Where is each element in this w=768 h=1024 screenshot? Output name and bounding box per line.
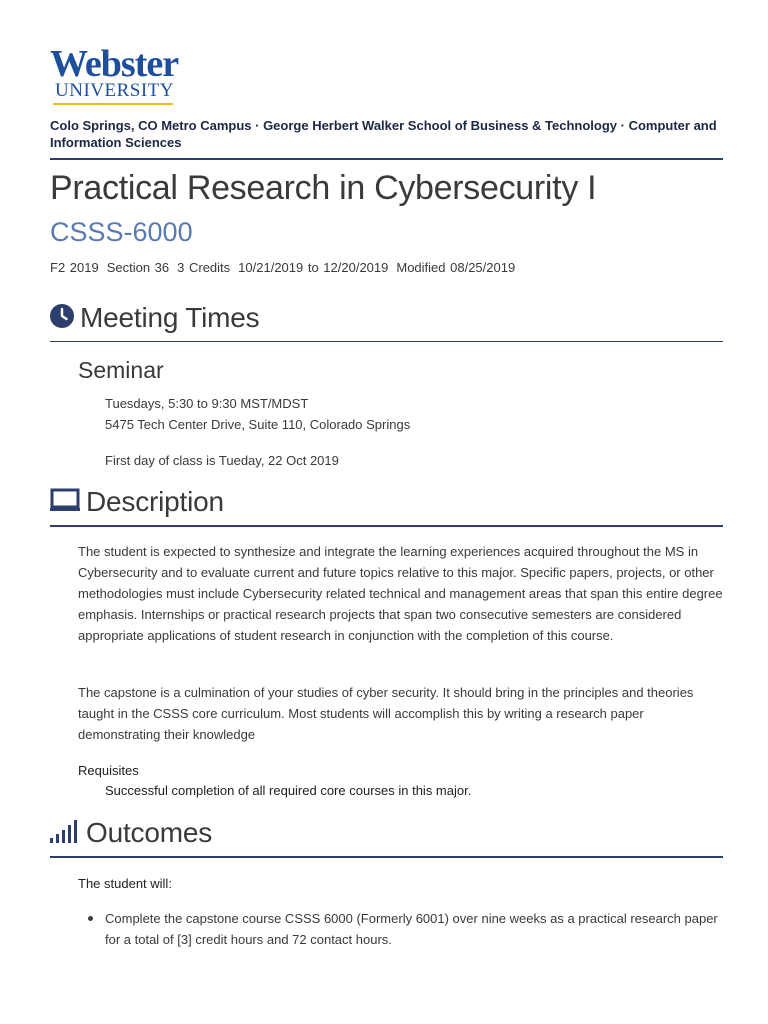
- meeting-times-heading: [50, 298, 259, 338]
- meeting-schedule: Tuesdays, 5:30 to 9:30 MST/MDST: [105, 396, 309, 411]
- outcomes-label: Outcomes: [86, 817, 212, 848]
- first-day-note: First day of class is Tueday, 22 Oct 2019: [105, 453, 339, 468]
- logo-word-bottom: UNIVERSITY: [55, 80, 174, 101]
- clock-icon: [50, 304, 74, 333]
- bar-chart-icon: [50, 819, 80, 848]
- outcomes-divider: [50, 856, 723, 858]
- meeting-type: Seminar: [78, 357, 164, 383]
- meeting-divider: [50, 341, 723, 342]
- bullet-dot: [88, 916, 93, 921]
- logo-word-top: Webster: [50, 43, 179, 85]
- course-code: CSSS-6000: [50, 217, 193, 247]
- section: Section 36: [106, 260, 170, 275]
- requisites-label: Requisites: [78, 763, 139, 778]
- description-label: Description: [86, 486, 224, 517]
- outcome-item-text: Complete the capstone course CSSS 6000 (Formerly 6001) over nine weeks as a practical research paper for a total of [3] credit hours and 72 contact hours.: [105, 911, 718, 947]
- description-paragraph-1: The student is expected to synthesize and integrate the learning experiences acquired throughout the MS in Cybersecurity and to evaluate current and future topics relative to this major. Specific papers, projects, or other methodologies must include Cybersecurity related technical and management areas that span this entire degree emphasis. Internships or practical research projects that span two consecutive semesters are considered appropriate applications of student research in conjunction with the completion of this course.: [78, 544, 723, 643]
- logo-gold-underline: [53, 103, 173, 105]
- outcomes-heading: [50, 813, 212, 853]
- course-meta: [50, 260, 523, 276]
- course-title: Practical Research in Cybersecurity I: [50, 169, 597, 207]
- description-paragraph-2: The capstone is a culmination of your studies of cyber security. It should bring in the principles and theories taught in the CSSS core curriculum. Most students will accomplish this by writing a research paper demonstrating their knowledge: [78, 685, 694, 742]
- webster-university-logo: [50, 44, 180, 105]
- header-divider: [50, 158, 723, 160]
- requisites-text: Successful completion of all required core courses in this major.: [105, 783, 472, 798]
- description-divider: [50, 525, 723, 527]
- meeting-location: 5475 Tech Center Drive, Suite 110, Colorado Springs: [105, 417, 411, 432]
- credits: 3 Credits: [177, 260, 231, 275]
- outcome-item: [88, 908, 718, 950]
- laptop-icon: [50, 488, 80, 517]
- campus-school-department: Colo Springs, CO Metro Campus · George Herbert Walker School of Business & Technology · Computer and Information Sciences: [50, 118, 717, 150]
- date-range: 10/21/2019 to 12/20/2019: [238, 260, 389, 275]
- term: F2 2019: [50, 260, 99, 275]
- description-heading: [50, 482, 224, 522]
- meeting-times-label: Meeting Times: [80, 302, 260, 333]
- modified-date: Modified 08/25/2019: [396, 260, 516, 275]
- outcomes-intro: The student will:: [78, 876, 172, 891]
